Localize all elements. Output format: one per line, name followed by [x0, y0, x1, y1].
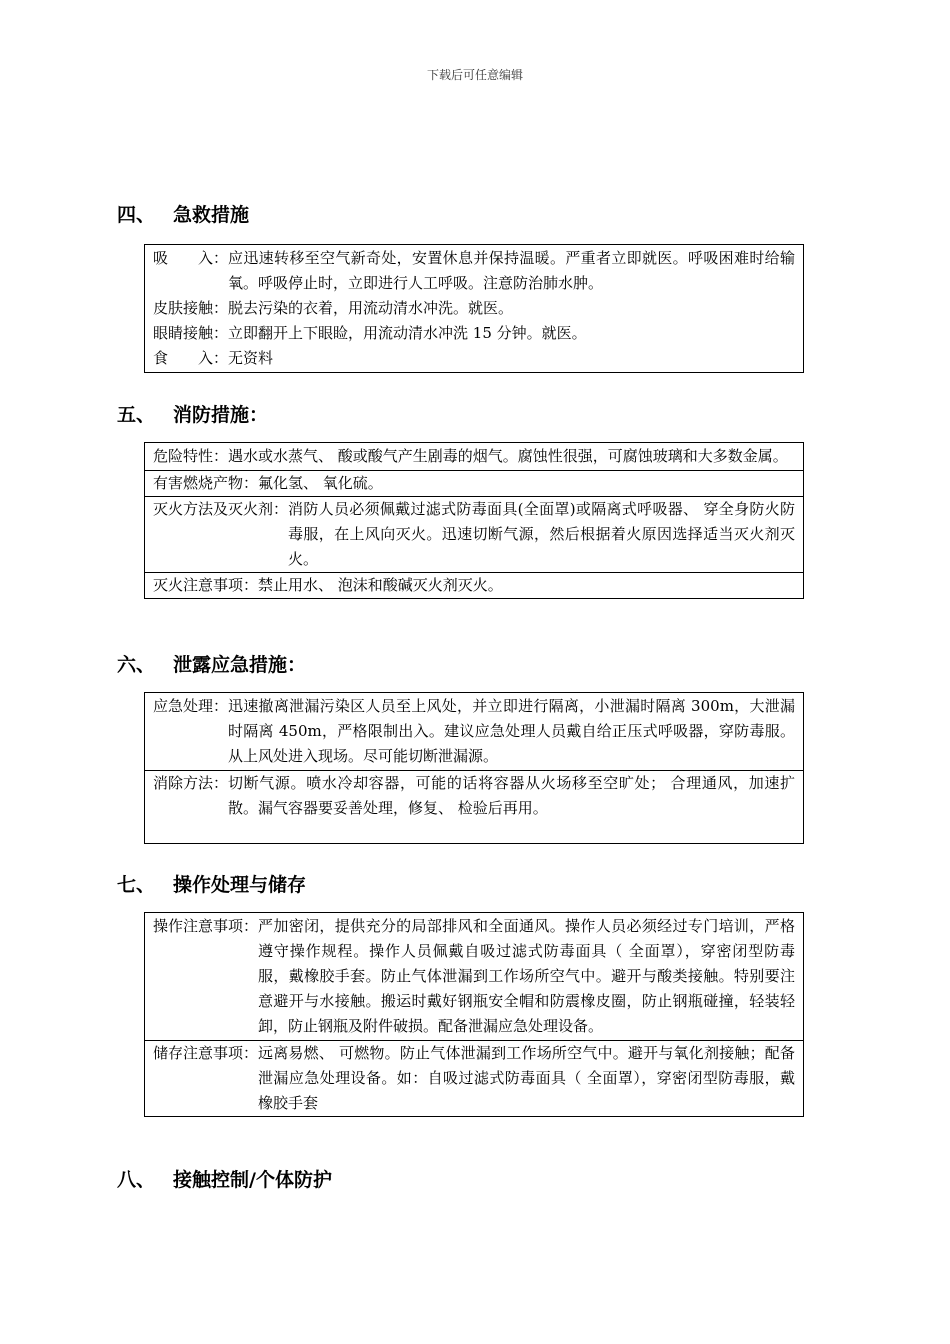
row-text: 切断气源。喷水冷却容器，可能的话将容器从火场移至空旷处； 合理通风，加速扩散。漏气容器要妥善处理，修复、 检验后再用。: [228, 774, 795, 817]
section-number: 四、: [117, 204, 156, 226]
row-text: 立即翻开上下眼睑，用流动清水冲洗 15 分钟。就医。: [228, 324, 587, 342]
table-row: [145, 246, 803, 296]
row-label: 眼睛接触：: [153, 324, 229, 342]
row-text: 禁止用水、 泡沫和酸碱灭火剂灭火。: [258, 576, 503, 594]
table-row: [145, 1040, 803, 1116]
section-number: 八、: [117, 1169, 156, 1191]
row-label: 有害燃烧产物：: [153, 474, 259, 492]
section-number: 七、: [117, 874, 156, 896]
section-title-text: 泄露应急措施：: [173, 654, 307, 676]
row-label: 吸 入：: [153, 249, 229, 267]
section-title-first-aid: [117, 200, 249, 227]
section-title-fire-fighting: [117, 400, 268, 427]
section-title-text: 接触控制/个体防护: [173, 1169, 332, 1191]
row-label: 应急处理：: [153, 697, 229, 715]
section-title-text: 操作处理与储存: [173, 874, 307, 896]
row-label: 食 入：: [153, 349, 229, 367]
row-label: 操作注意事项：: [153, 917, 259, 935]
row-text: 远离易燃、 可燃物。防止气体泄漏到工作场所空气中。避开与氧化剂接触；配备泄漏应急处理设备。如：自吸过滤式防毒面具（ 全面罩），穿密闭型防毒服，戴橡胶手套: [258, 1044, 795, 1112]
table-row: [145, 913, 803, 1040]
table-row: [145, 470, 803, 496]
fire-fighting-table: [144, 442, 804, 599]
section-title-text: 消防措施：: [173, 404, 269, 426]
row-text: 严加密闭，提供充分的局部排风和全面通风。操作人员必须经过专门培训，严格遵守操作规程。操作人员佩戴自吸过滤式防毒面具（ 全面罩），穿密闭型防毒服，戴橡胶手套。防止气体泄漏到工作场所空气中。避开与酸类接触。特别要注意避开与水接触。搬运时戴好钢瓶安全帽和防震橡皮圈，防止钢瓶碰撞，轻装轻卸，防止钢瓶及附件破损。配备泄漏应急处理设备。: [258, 917, 795, 1035]
row-label: 皮肤接触：: [153, 299, 229, 317]
table-row: [145, 296, 803, 321]
section-title-leak-response: [117, 650, 306, 677]
section-title-handling-storage: [117, 870, 306, 897]
row-label: 消除方法：: [153, 774, 229, 792]
table-row: [145, 346, 803, 371]
section-number: 六、: [117, 654, 156, 676]
row-label: 灭火注意事项：: [153, 576, 259, 594]
row-label: 储存注意事项：: [153, 1044, 259, 1062]
first-aid-table: [144, 244, 804, 373]
table-row: [145, 443, 803, 470]
row-text: 迅速撤离泄漏污染区人员至上风处，并立即进行隔离，小泄漏时隔离 300m，大泄漏时隔离 450m，严格限制出入。建议应急处理人员戴自给正压式呼吸器，穿防毒服。从上风处进入现场。尽可能切断泄漏源。: [228, 697, 795, 765]
leak-response-table: [144, 692, 804, 844]
table-row: [145, 770, 803, 821]
section-title-exposure-control: [117, 1165, 332, 1192]
section-title-text: 急救措施: [173, 204, 250, 226]
row-text: 氟化氢、 氧化硫。: [258, 474, 383, 492]
row-label: 灭火方法及灭火剂：: [153, 500, 289, 518]
handling-storage-table: [144, 912, 804, 1117]
row-text: 脱去污染的衣着，用流动清水冲洗。就医。: [228, 299, 514, 317]
page-header: 下载后可任意编辑: [426, 68, 523, 82]
table-row: [145, 321, 803, 346]
table-row: [145, 496, 803, 572]
table-row: [145, 572, 803, 598]
row-label: 危险特性：: [153, 447, 229, 465]
row-text: 无资料: [228, 349, 274, 367]
row-text: 消防人员必须佩戴过滤式防毒面具(全面罩)或隔离式呼吸器、 穿全身防火防毒服，在上风向灭火。迅速切断气源，然后根据着火原因选择适当灭火剂灭火。: [288, 500, 795, 568]
table-row: [145, 693, 803, 770]
row-text: 遇水或水蒸气、 酸或酸气产生剧毒的烟气。腐蚀性很强，可腐蚀玻璃和大多数金属。: [228, 447, 788, 465]
row-text: 应迅速转移至空气新奇处，安置休息并保持温暖。严重者立即就医。呼吸困难时给输氧。呼吸停止时，立即进行人工呼吸。注意防治肺水肿。: [228, 249, 795, 292]
section-number: 五、: [117, 404, 156, 426]
